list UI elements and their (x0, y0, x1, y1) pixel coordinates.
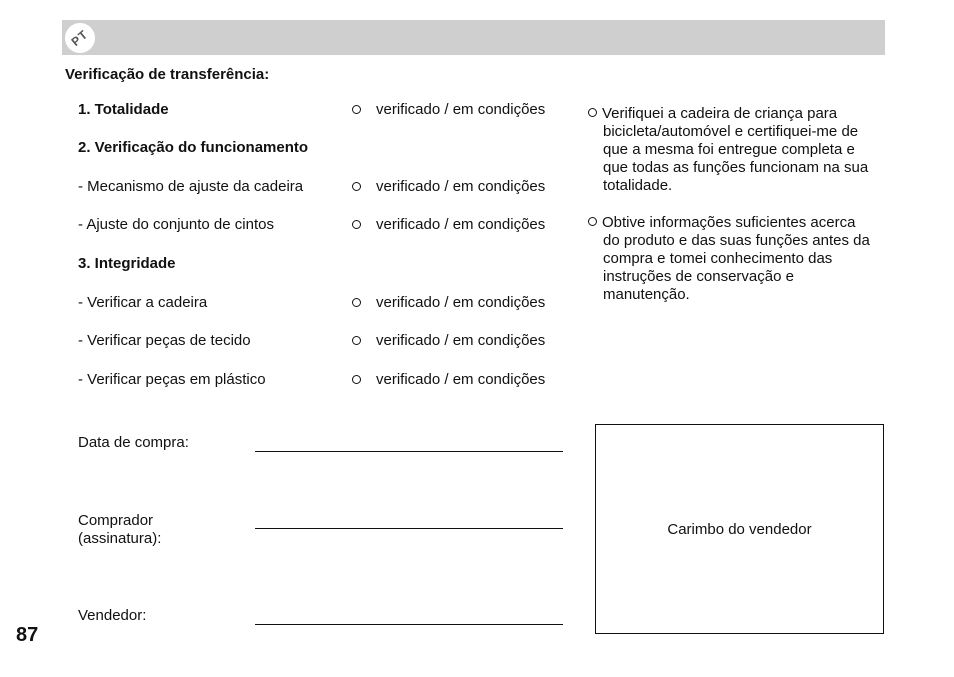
item-plastico: - Verificar peças em plástico (78, 371, 266, 388)
declaration-informed-line: Obtive informações suficientes acerca (602, 214, 856, 231)
radio-label-plastico: verificado / em condições (376, 371, 546, 388)
radio-cintos[interactable] (352, 220, 361, 229)
radio-label-totalidade: verificado / em condições (376, 101, 546, 118)
radio-tecido[interactable] (352, 336, 361, 345)
item-totalidade: 1. Totalidade (78, 101, 169, 118)
item-mecanismo: - Mecanismo de ajuste da cadeira (78, 178, 304, 195)
radio-declaration-complete[interactable] (588, 108, 597, 117)
declaration-complete-line: bicicleta/automóvel e certifiquei-me de (603, 123, 859, 140)
buyer-label-line1: Comprador (78, 512, 154, 529)
radio-mecanismo[interactable] (352, 182, 361, 191)
purchase-date-field[interactable] (255, 451, 563, 452)
item-cintos: - Ajuste do conjunto de cintos (78, 216, 274, 233)
radio-label-cadeira: verificado / em condições (376, 294, 546, 311)
page-number: 87 (16, 624, 39, 646)
declaration-complete-line: que todas as funções funcionam na sua (603, 159, 869, 176)
declaration-informed (588, 214, 888, 304)
radio-label-tecido: verificado / em condições (376, 332, 546, 349)
seller-label: Vendedor: (78, 607, 147, 624)
buyer-label-line2: (assinatura): (78, 530, 162, 547)
purchase-date-label: Data de compra: (78, 434, 189, 451)
declaration-informed-line: do produto e das suas funções antes da (603, 232, 870, 249)
declaration-complete-line: totalidade. (603, 177, 673, 194)
item-cadeira: - Verificar a cadeira (78, 294, 208, 311)
item-tecido: - Verificar peças de tecido (78, 332, 251, 349)
radio-declaration-informed[interactable] (588, 217, 597, 226)
header-bar (62, 20, 885, 55)
declaration-complete-line: Verifiquei a cadeira de criança para (602, 105, 838, 122)
radio-totalidade[interactable] (352, 105, 361, 114)
declaration-complete (588, 105, 888, 195)
seller-field[interactable] (255, 624, 563, 625)
radio-label-mecanismo: verificado / em condições (376, 178, 546, 195)
radio-label-cintos: verificado / em condições (376, 216, 546, 233)
declaration-complete-line: que a mesma foi entregue completa e (603, 141, 855, 158)
language-badge-icon (65, 23, 95, 53)
language-code: PT (68, 27, 92, 49)
seller-stamp-label: Carimbo do vendedor (667, 521, 812, 538)
item-integridade: 3. Integridade (78, 255, 176, 272)
radio-cadeira[interactable] (352, 298, 361, 307)
declaration-informed-line: manutenção. (603, 286, 690, 303)
declaration-informed-line: compra e tomei conhecimento das (603, 250, 833, 267)
buyer-signature-field[interactable] (255, 528, 563, 529)
item-funcionamento: 2. Verificação do funcionamento (78, 139, 309, 156)
declaration-informed-line: instruções de conservação e (603, 268, 794, 285)
buyer-signature-label (78, 512, 161, 548)
radio-plastico[interactable] (352, 375, 361, 384)
section-title: Verificação de transferência: (65, 66, 270, 83)
